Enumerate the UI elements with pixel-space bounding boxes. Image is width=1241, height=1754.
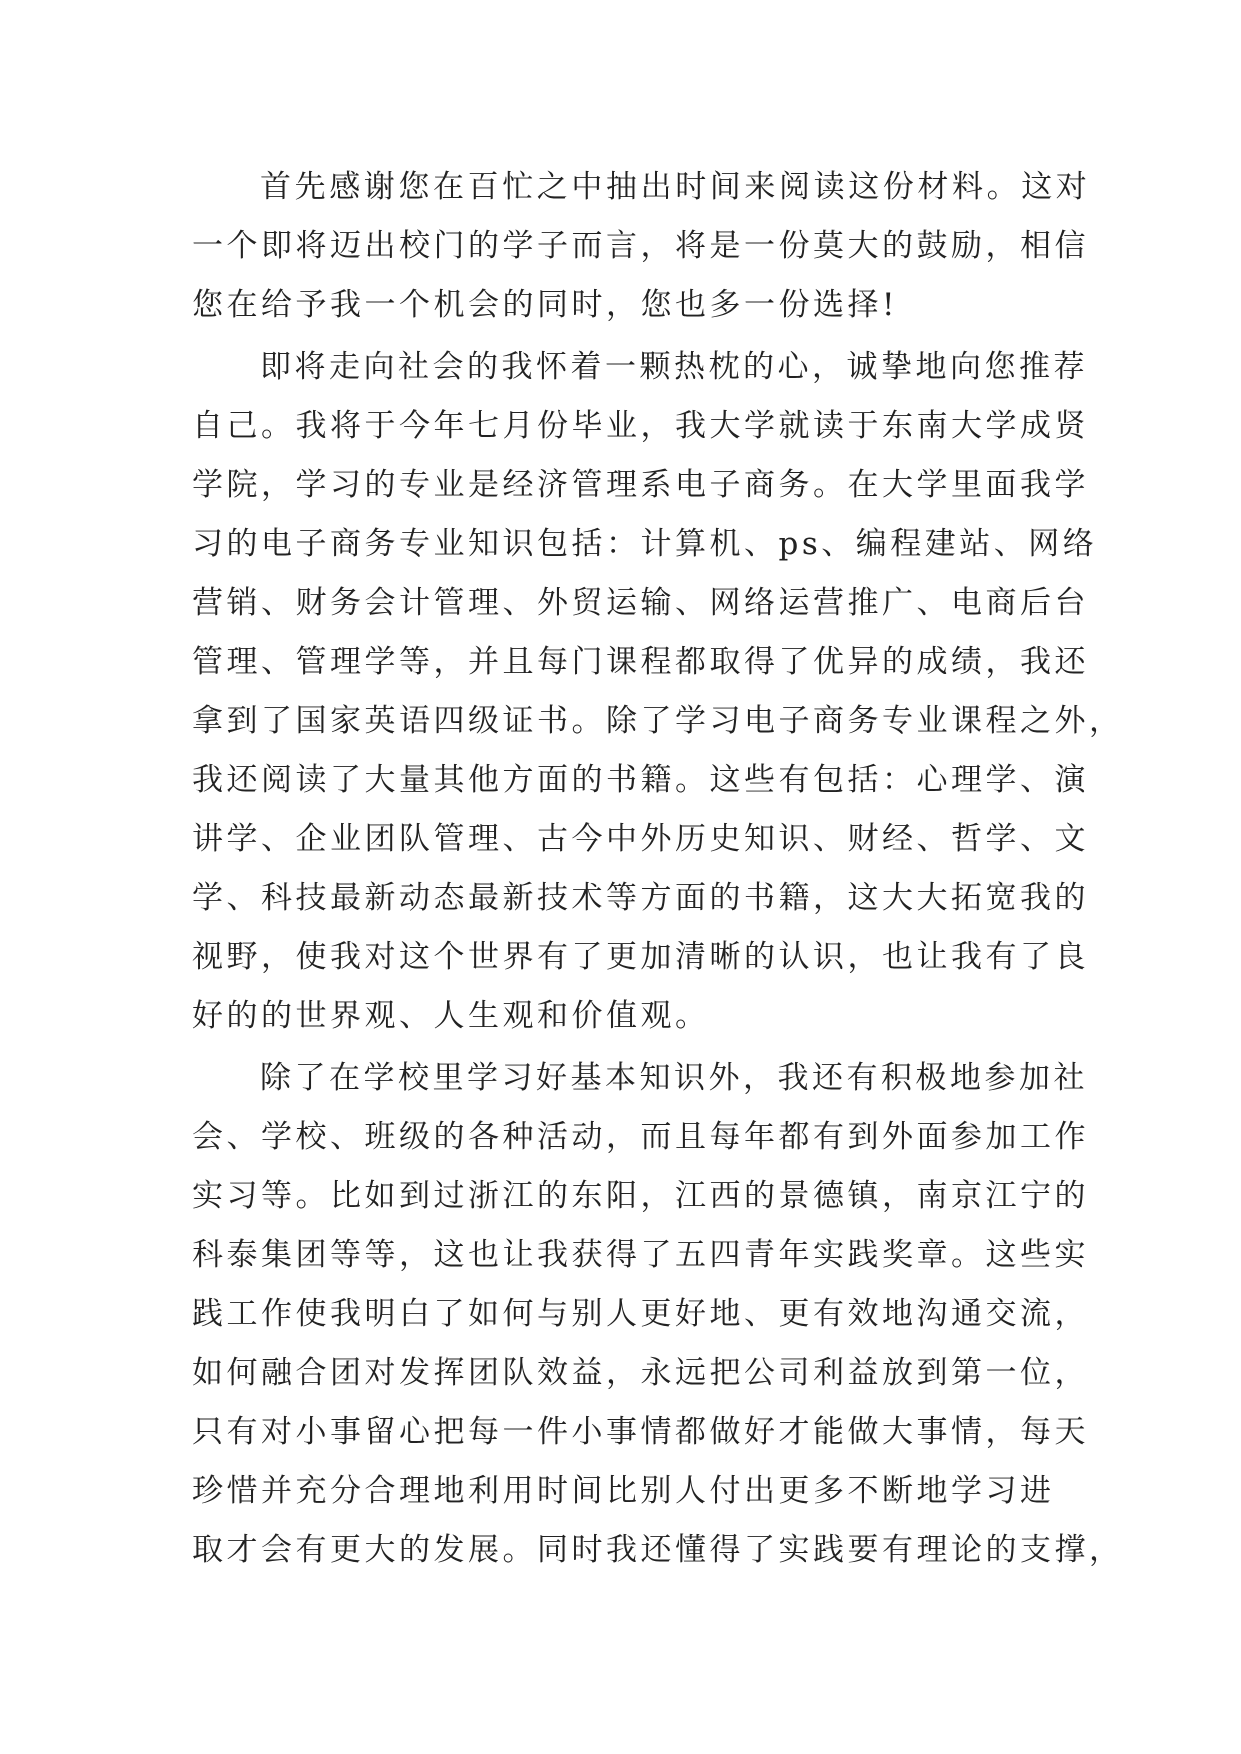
text-line: 只有对小事留心把每一件小事情都做好才能做大事情，每天	[192, 1414, 1089, 1450]
text-line: 珍惜并充分合理地利用时间比别人付出更多不断地学习进	[192, 1473, 1055, 1509]
text-line: 学、科技最新动态最新技术等方面的书籍，这大大拓宽我的	[192, 880, 1089, 916]
text-line: 取才会有更大的发展。同时我还懂得了实践要有理论的支撑，	[192, 1532, 1124, 1568]
text-line: 科泰集团等等，这也让我获得了五四青年实践奖章。这些实	[192, 1237, 1089, 1273]
text-line: 除了在学校里学习好基本知识外，我还有积极地参加社	[260, 1060, 1088, 1096]
paragraph-2	[192, 338, 1124, 1046]
letter-body	[192, 158, 1124, 1580]
text-line: 好的的世界观、人生观和价值观。	[192, 998, 710, 1034]
paragraph-1	[192, 158, 1091, 335]
text-line: 一个即将迈出校门的学子而言，将是一份莫大的鼓励，相信	[192, 228, 1089, 264]
text-line: 营销、财务会计管理、外贸运输、网络运营推广、电商后台	[192, 585, 1089, 621]
text-line: 习的电子商务专业知识包括：计算机、ps、编程建站、网络	[192, 526, 1098, 562]
text-line: 如何融合团对发挥团队效益，永远把公司利益放到第一位，	[192, 1355, 1089, 1391]
text-line: 会、学校、班级的各种活动，而且每年都有到外面参加工作	[192, 1119, 1089, 1155]
text-line: 首先感谢您在百忙之中抽出时间来阅读这份材料。这对	[260, 169, 1091, 205]
text-line: 拿到了国家英语四级证书。除了学习电子商务专业课程之外，	[192, 703, 1124, 739]
text-line: 自己。我将于今年七月份毕业，我大学就读于东南大学成贤	[192, 408, 1089, 444]
text-line: 视野，使我对这个世界有了更加清晰的认识，也让我有了良	[192, 939, 1089, 975]
text-line: 学院，学习的专业是经济管理系电子商务。在大学里面我学	[192, 467, 1089, 503]
text-line: 我还阅读了大量其他方面的书籍。这些有包括：心理学、演	[192, 762, 1089, 798]
text-line: 您在给予我一个机会的同时，您也多一份选择!	[192, 287, 898, 323]
text-line: 践工作使我明白了如何与别人更好地、更有效地沟通交流，	[192, 1296, 1089, 1332]
paragraph-3	[192, 1049, 1124, 1580]
text-line: 实习等。比如到过浙江的东阳，江西的景德镇，南京江宁的	[192, 1178, 1089, 1214]
text-line: 即将走向社会的我怀着一颗热枕的心，诚挚地向您推荐	[260, 349, 1088, 385]
text-line: 讲学、企业团队管理、古今中外历史知识、财经、哲学、文	[192, 821, 1089, 857]
text-line: 管理、管理学等，并且每门课程都取得了优异的成绩，我还	[192, 644, 1089, 680]
